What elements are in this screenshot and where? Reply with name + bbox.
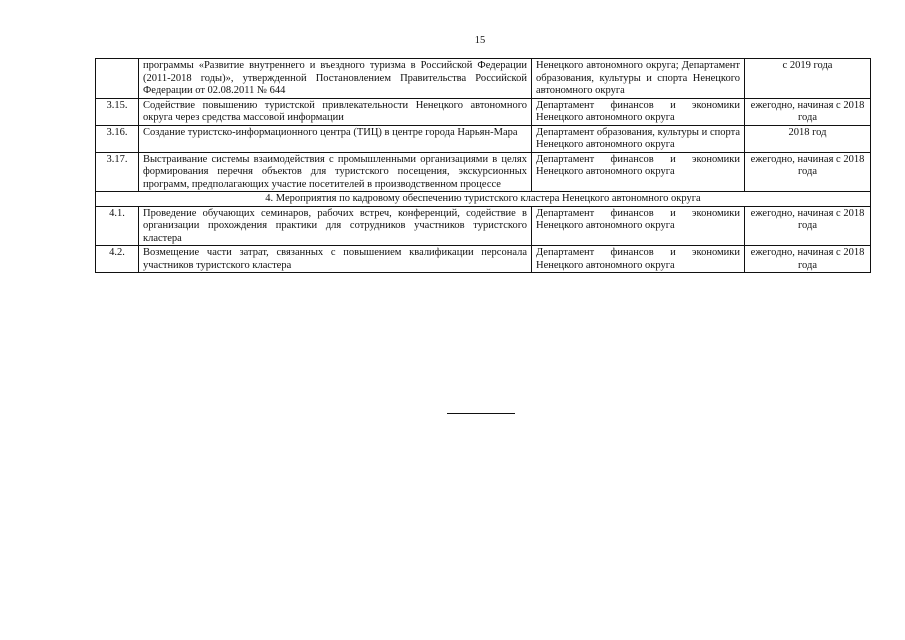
item-description: Создание туристско-информационного центра (ТИЦ) в центре города Нарьян-Мара: [139, 125, 532, 152]
item-term: ежегодно, начиная с 2018 года: [745, 206, 871, 246]
item-responsible: Департамент финансов и экономики Ненецкого автономного округа: [532, 206, 745, 246]
item-term: ежегодно, начиная с 2018 года: [745, 98, 871, 125]
page-number: 15: [474, 35, 486, 46]
item-number: [96, 59, 139, 99]
item-description: Проведение обучающих семинаров, рабочих встреч, конференций, содействие в организации прохождения практики для сотрудников участников туристского кластера: [139, 206, 532, 246]
item-term: ежегодно, начиная с 2018 года: [745, 152, 871, 192]
item-term: ежегодно, начиная с 2018 года: [745, 246, 871, 273]
item-number: 3.15.: [96, 98, 139, 125]
item-description: программы «Развитие внутреннего и въездного туризма в Российской Федерации (2011-2018 годы)», утвержденной Постановлением Правительства Российской Федерации от 02.08.2011 № 644: [139, 59, 532, 99]
measures-table: [95, 58, 871, 273]
item-term: 2018 год: [745, 125, 871, 152]
table-row: [96, 98, 871, 125]
item-description: Содействие повышению туристской привлекательности Ненецкого автономного округа через средства массовой информации: [139, 98, 532, 125]
item-responsible: Департамент финансов и экономики Ненецкого автономного округа: [532, 246, 745, 273]
item-number: 4.2.: [96, 246, 139, 273]
end-rule-divider: [447, 413, 515, 414]
item-description: Возмещение части затрат, связанных с повышением квалификации персонала участников туристского кластера: [139, 246, 532, 273]
table-row: [96, 206, 871, 246]
item-responsible: Ненецкого автономного округа; Департамент образования, культуры и спорта Ненецкого автономного округа: [532, 59, 745, 99]
item-responsible: Департамент образования, культуры и спорта Ненецкого автономного округа: [532, 125, 745, 152]
item-responsible: Департамент финансов и экономики Ненецкого автономного округа: [532, 152, 745, 192]
table-row: [96, 59, 871, 99]
item-term: с 2019 года: [745, 59, 871, 99]
table-row: [96, 125, 871, 152]
table-row: [96, 152, 871, 192]
item-number: 3.17.: [96, 152, 139, 192]
item-number: 3.16.: [96, 125, 139, 152]
section-heading: 4. Мероприятия по кадровому обеспечению туристского кластера Ненецкого автономного округа: [96, 192, 871, 207]
item-number: 4.1.: [96, 206, 139, 246]
table-row: [96, 246, 871, 273]
section-row: [96, 192, 871, 207]
item-responsible: Департамент финансов и экономики Ненецкого автономного округа: [532, 98, 745, 125]
item-description: Выстраивание системы взаимодействия с промышленными организациями в целях формирования перечня объектов для туристского посещения, экскурсионных программ, предполагающих участие посетителей в производственном процессе: [139, 152, 532, 192]
